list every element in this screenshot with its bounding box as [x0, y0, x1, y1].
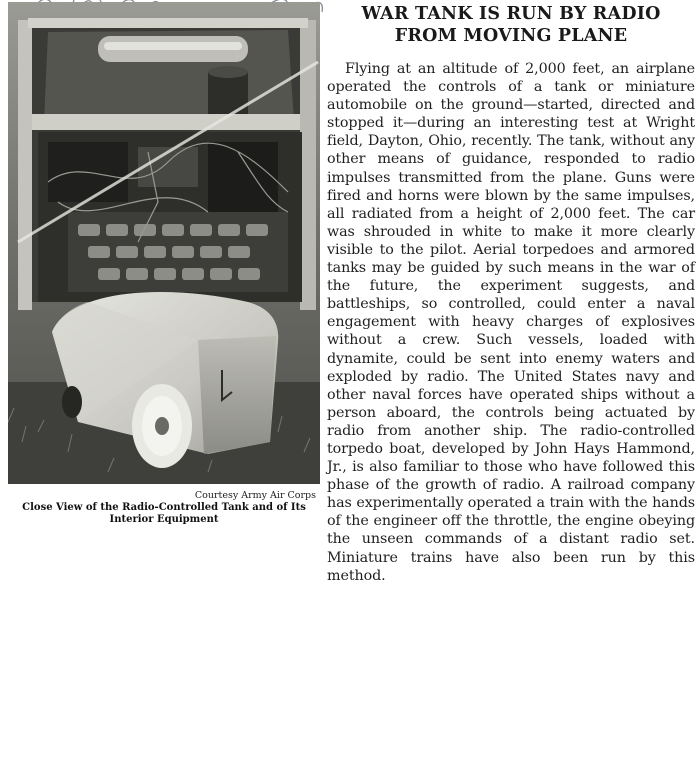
article-body: Flying at an altitude of 2,000 feet, an airplane operated the controls of a tank or miniature automobile on the ground—started, directed and stopped it—during an interesting test at Wright field, Dayton, Ohio, recently. The tank, without any other means of guidance, responded to radio impulses transmitted from the plane. Guns were fired and horns were blown by the same impulses, all radiated from a height of 2,000 feet. The car was shrouded in white to make it more clearly visible to the pilot. Aerial torpedoes and armored tanks may be guided by such means in the war of the future, the experiment suggests, and battleships, so controlled, could enter a naval engagement with heavy charges of explosives without a crew. Such vessels, loaded with dynamite, could be sent into enemy waters and exploded by radio. The United States navy and other naval forces have operated ships without a person aboard, the controls being actuated by radio from another ship. The radio-controlled torpedo boat, developed by John Hays Hammond, Jr., is also familiar to those who have followed this phase of the growth of radio. A railroad company has experimentally operated a train with the hands of the engineer off the throttle, the engine obeying the unseen commands of a distant radio set. Miniature trains have also been run by this method.	[327, 61, 695, 584]
article-headline	[328, 3, 694, 47]
radio-tank-photo	[8, 2, 320, 484]
headline-line-2: FROM MOVING PLANE	[394, 26, 628, 46]
photo-caption	[4, 502, 324, 526]
headline-line-1: WAR TANK IS RUN BY RADIO	[361, 4, 661, 24]
caption-line-1: Close View of the Radio-Controlled Tank and of Its	[22, 502, 306, 513]
caption-line-2: Interior Equipment	[109, 514, 219, 525]
photo-credit: Courtesy Army Air Corps	[194, 490, 316, 501]
article-photo	[8, 2, 320, 484]
